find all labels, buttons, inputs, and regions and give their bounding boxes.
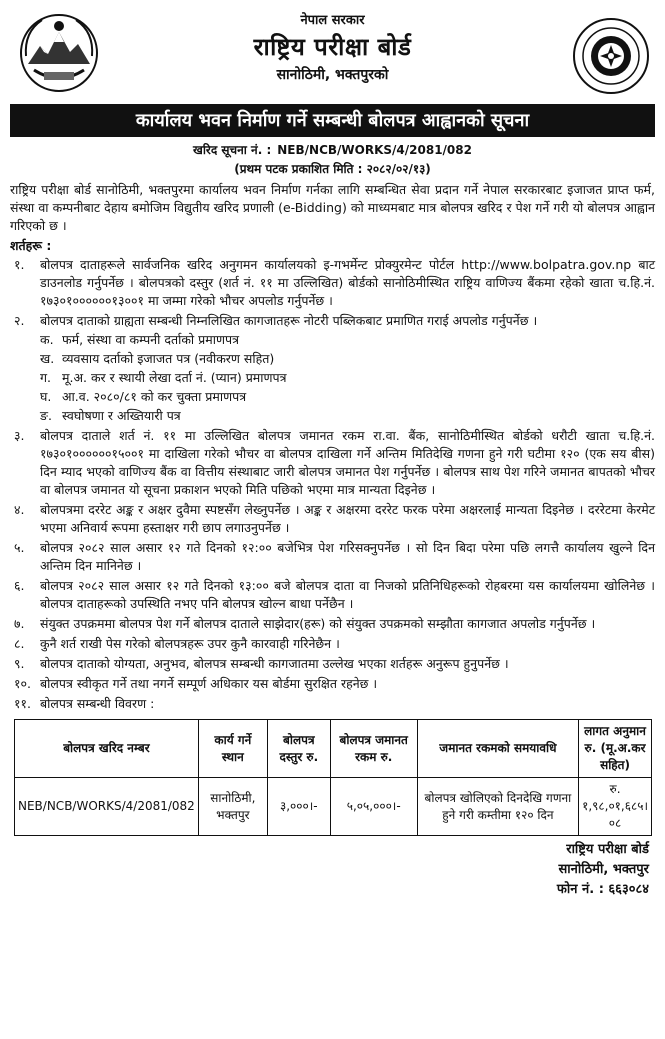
- notice-number-label: खरिद सूचना नं. :: [193, 143, 272, 157]
- table-cell: NEB/NCB/WORKS/4/2081/082: [15, 778, 199, 836]
- terms-heading: शर्तहरू :: [10, 238, 52, 253]
- condition-text: बोलपत्र सम्बन्धी विवरण :: [40, 696, 155, 711]
- condition-text: बोलपत्र दाताहरूले सार्वजनिक खरिद अनुगमन कार्यालयको इ-गभर्मेन्ट प्रोक्युरमेन्ट पोर्टल http://www.bolpatra.gov.np बाट डाउनलोड गर्नुपर्नेछ । बोलपत्रको दस्तुर (शर्त नं. ११ मा उल्लिखित) बोर्डको सानोठिमीस्थित राष्ट्रिय वाणिज्य बैंकमा रहेको खाता च.हि.नं. १७३०१००००००१३००१ मा जम्मा गरेको भौचर अपलोड गर्नुपर्नेछ ।: [40, 257, 655, 308]
- column-header: लागत अनुमान रु. (मू.अ.कर सहित): [579, 720, 652, 778]
- notice-title-banner: कार्यालय भवन निर्माण गर्ने सम्बन्धी बोलपत्र आह्वानको सूचना: [10, 104, 655, 137]
- column-header: बोलपत्र दस्तुर रु.: [267, 720, 330, 778]
- signature-place: सानोठिमी, भक्तपुर: [558, 862, 649, 877]
- table-cell: सानोठिमी, भक्तपुर: [198, 778, 267, 836]
- condition-item: [10, 615, 655, 633]
- condition-item: [10, 695, 655, 713]
- condition-text: बोलपत्र दाताको योग्यता, अनुभव, बोलपत्र सम्बन्धी कागजातमा उल्लेख भएका शर्तहरू अनुरूप हुनुपर्नेछ ।: [40, 656, 509, 671]
- condition-item: [10, 501, 655, 537]
- table-cell: रु. १,९८,०१,६८५।०८: [579, 778, 652, 836]
- condition-number: ३.: [14, 428, 25, 443]
- signature-org: राष्ट्रिय परीक्षा बोर्ड: [566, 842, 649, 857]
- condition-item: [10, 312, 655, 330]
- condition-text: बोलपत्रमा दररेट अङ्क र अक्षर दुवैमा स्पष्टसँग लेख्नुपर्नेछ । अङ्क र अक्षरमा दररेट फरक परेमा अक्षरलाई मान्यता दिइनेछ । दररेटमा केरमेट भएमा अनिवार्य रूपमा हस्ताक्षर गरी छाप लगाउनुपर्नेछ ।: [40, 502, 655, 535]
- condition-item: [10, 256, 655, 310]
- condition-number: १०.: [14, 676, 31, 691]
- condition-number: ५.: [14, 540, 25, 555]
- column-header: कार्य गर्ने स्थान: [198, 720, 267, 778]
- condition-item: [10, 655, 655, 673]
- column-header: बोलपत्र खरिद नम्बर: [15, 720, 199, 778]
- sub-item-text: आ.व. २०८०/८१ को कर चुक्ता प्रमाणपत्र: [62, 389, 247, 404]
- condition-text: संयुक्त उपक्रममा बोलपत्र पेश गर्ने बोलपत्र दाताले साझेदार(हरू) को संयुक्त उपक्रमको सम्झौता कागजात अपलोड गर्नुपर्नेछ ।: [40, 616, 596, 631]
- board-logo-icon: [571, 16, 651, 96]
- condition-text: बोलपत्र दाताको ग्राह्यता सम्बन्धी निम्नलिखित कागजातहरू नोटरी पब्लिकबाट प्रमाणित गराई अपलोड गर्नुपर्नेछ ।: [40, 313, 538, 328]
- sub-item-text: स्वघोषणा र अख्तियारी पत्र: [62, 408, 181, 423]
- condition-text: बोलपत्र २०८२ साल असार १२ गते दिनको १२:०० बजेभित्र पेश गरिसक्नुपर्नेछ । सो दिन बिदा परेमा पछि लगत्तै कार्यालय खुल्ने दिन अन्तिम दिन मानिनेछ ।: [40, 540, 656, 573]
- condition-number: २.: [14, 313, 25, 328]
- column-header: जमानत रकमको समयावधि: [417, 720, 578, 778]
- table-cell: ५,०५,०००।-: [330, 778, 417, 836]
- conditions-list: [10, 256, 655, 713]
- condition-text: बोलपत्र स्वीकृत गर्ने तथा नगर्ने सम्पूर्ण अधिकार यस बोर्डमा सुरक्षित रहनेछ ।: [40, 676, 378, 691]
- condition-number: ७.: [14, 616, 25, 631]
- document-sub-item: [10, 387, 655, 406]
- condition-number: ११.: [14, 696, 31, 711]
- notice-number: NEB/NCB/WORKS/4/2081/082: [277, 143, 472, 157]
- condition-number: १.: [14, 257, 25, 272]
- table-row: [15, 778, 652, 836]
- sub-item-text: फर्म, संस्था वा कम्पनी दर्ताको प्रमाणपत्र: [62, 332, 239, 347]
- condition-number: ४.: [14, 502, 25, 517]
- signature-phone: फोन नं. : ६६३०८४: [556, 882, 649, 897]
- document-sub-item: [10, 406, 655, 425]
- sub-item-number: ङ.: [40, 408, 52, 423]
- board-location: सानोठिमी, भक्तपुरको: [276, 67, 389, 83]
- sub-item-text: मू.अ. कर र स्थायी लेखा दर्ता नं. (प्यान) प्रमाणपत्र: [62, 370, 287, 385]
- notice-page: [10, 8, 655, 900]
- table-cell: ३,०००।-: [267, 778, 330, 836]
- condition-item: [10, 577, 655, 613]
- board-name: राष्ट्रिय परीक्षा बोर्ड: [253, 33, 412, 61]
- procurement-notice-ref: [10, 141, 655, 158]
- sub-item-number: ख.: [40, 351, 55, 366]
- bid-details-table: [14, 719, 652, 836]
- condition-item: [10, 635, 655, 653]
- condition-item: [10, 675, 655, 693]
- condition-number: ६.: [14, 578, 25, 593]
- table-header-row: [15, 720, 652, 778]
- nepal-government-emblem-icon: [18, 12, 100, 94]
- table-cell: बोलपत्र खोलिएको दिनदेखि गणना हुने गरी कम्तीमा १२० दिन: [417, 778, 578, 836]
- condition-text: बोलपत्र २०८२ साल असार १२ गते दिनको १३:०० बजे बोलपत्र दाता वा निजको प्रतिनिधिहरूको रोहबरमा यस कार्यालयमा खोलिनेछ । बोलपत्र दाताहरूको उपस्थिति नभए पनि बोलपत्र खोल्न बाधा पर्नेछैन ।: [40, 578, 655, 611]
- sub-item-text: व्यवसाय दर्ताको इजाजत पत्र (नवीकरण सहित): [62, 351, 275, 366]
- column-header: बोलपत्र जमानत रकम रु.: [330, 720, 417, 778]
- sub-item-number: घ.: [40, 389, 52, 404]
- document-sub-item: [10, 349, 655, 368]
- document-sub-item: [10, 330, 655, 349]
- publication-date: (प्रथम पटक प्रकाशित मिति : २०८२/०२/१३): [234, 162, 431, 176]
- signature-block: [10, 840, 655, 900]
- sub-item-number: ग.: [40, 370, 52, 385]
- condition-text: बोलपत्र दाताले शर्त नं. ११ मा उल्लिखित बोलपत्र जमानत रकम रा.वा. बैंक, सानोठिमीस्थित बोर्डको धरौटी खाता च.हि.नं. १७३०१००००००१५००१ मा दाखिला गरेको भौचर वा बोलपत्र दाखिला गर्ने अन्तिम मितिदेखि गणना हुने गरी घटीमा १२० (एक सय बीस) दिन म्याद भएको वाणिज्य बैंक वा वित्तीय संस्थाबाट जारी बोलपत्र जमानत पेश गर्नुपर्नेछ । बोलपत्र साथ पेश गरिने जमानत बापतको भौचर वा बोलपत्र जमानत यो सूचना प्रकाशन भएको मिति पछिको भएमा मात्र मान्यता दिइनेछ ।: [40, 428, 655, 497]
- condition-text: कुनै शर्त राखी पेस गरेको बोलपत्रहरू उपर कुनै कारवाही गरिनेछैन ।: [40, 636, 340, 651]
- sub-item-number: क.: [40, 332, 54, 347]
- condition-item: [10, 427, 655, 499]
- condition-number: ९.: [14, 656, 25, 671]
- condition-item: [10, 539, 655, 575]
- condition-number: ८.: [14, 636, 25, 651]
- letterhead: [10, 10, 655, 98]
- government-name: नेपाल सरकार: [300, 13, 365, 28]
- intro-paragraph: राष्ट्रिय परीक्षा बोर्ड सानोठिमी, भक्तपुरमा कार्यालय भवन निर्माण गर्नका लागि सम्बन्धित सेवा प्रदान गर्ने नेपाल सरकारबाट इजाजत प्राप्त फर्म, संस्था वा कम्पनीबाट देहाय बमोजिम विद्युतीय खरिद प्रणाली (e-Bidding) को माध्यमबाट मात्र बोलपत्र खरिद र पेश गर्ने गरी यो बोलपत्र आह्वान गरिएको छ ।: [10, 182, 655, 233]
- document-sub-item: [10, 368, 655, 387]
